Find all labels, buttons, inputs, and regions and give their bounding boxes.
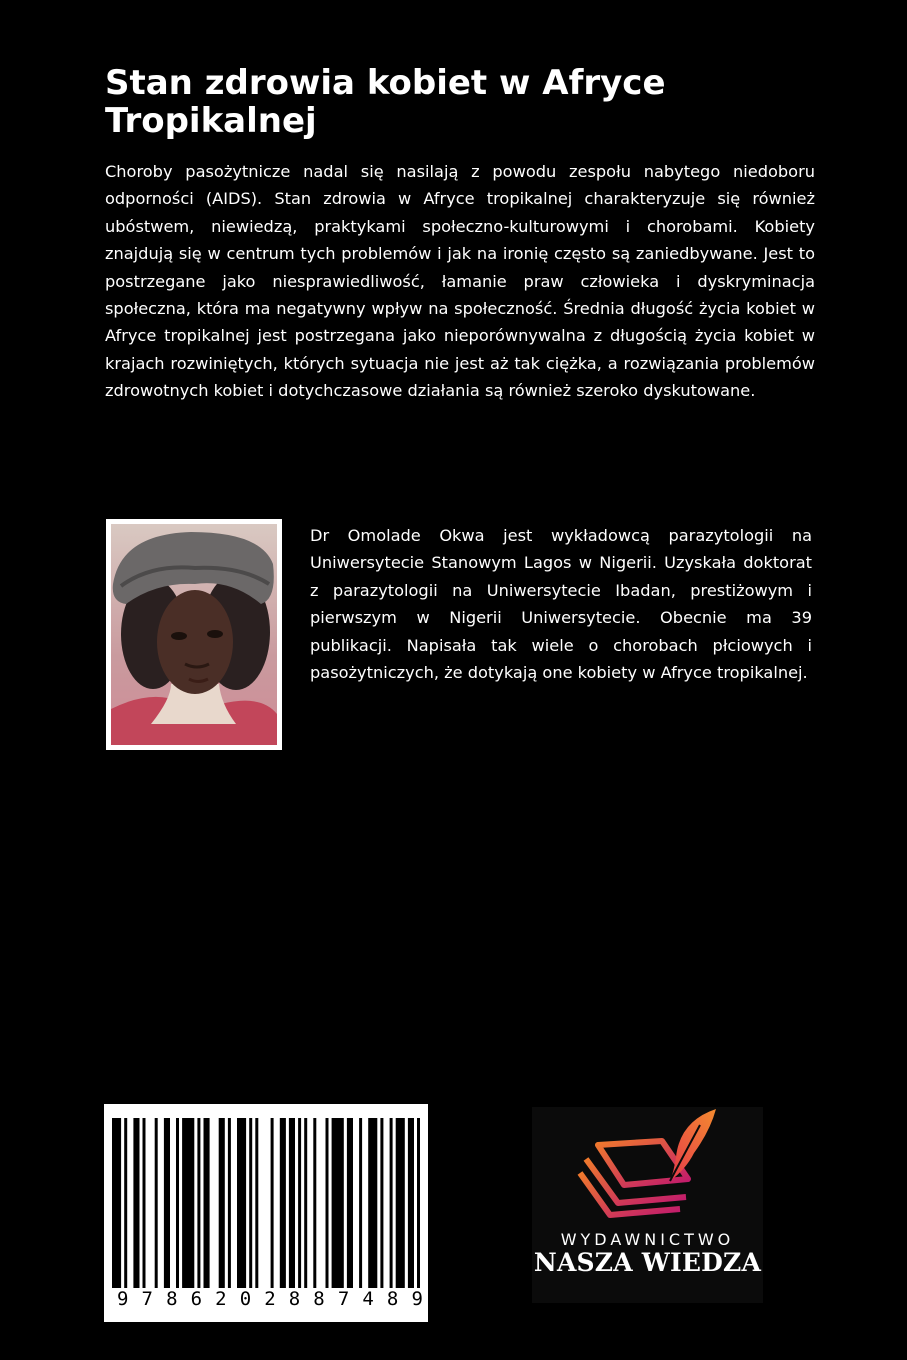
isbn-barcode bbox=[104, 1104, 437, 1322]
author-portrait-image bbox=[111, 524, 277, 745]
book-description: Choroby pasożytnicze nadal się nasilają z powodu zespołu nabytego niedoboru odporności (AIDS). Stan zdrowia w Afryce tropikalnej charakteryzuje się również ubóstwem, niewiedzą, praktykami społeczno-kulturowymi i chorobami. Kobiety znajdują się w centrum tych problemów i jak na ironię często są zaniedbywane. Jest to postrzegane jako niesprawiedliwość, łamanie praw człowieka i dyskryminacja społeczna, która ma negatywny wpływ na społeczność. Średnia długość życia kobiet w Afryce tropikalnej jest postrzegana jako nieporównywalna z długością życia kobiet w krajach rozwiniętych, których sytuacja nie jest aż tak ciężka, a rozwiązania problemów zdrowotnych kobiet i dotychczasowe działania są również szeroko dyskutowane. bbox=[105, 162, 815, 401]
publisher-name-line2: NASZA WIEDZA bbox=[533, 1248, 762, 1277]
book-title: Stan zdrowia kobiet w Afryce Tropikalnej bbox=[105, 63, 666, 141]
publisher-logo bbox=[532, 1107, 763, 1303]
book-quill-icon bbox=[576, 1107, 719, 1225]
author-biography: Dr Omolade Okwa jest wykładowcą parazytologii na Uniwersytecie Stanowym Lagos w Nigerii. Uzyskała doktorat z parazytologii na Uniwersytecie Ibadan, prestiżowym i pierwszym w Nigerii Uniwersytecie. Obecnie ma 39 publikacji. Napisała tak wiele o chorobach płciowych i pasożytniczych, że dotykają one kobiety w Afryce tropikalnej. bbox=[310, 526, 812, 683]
author-photo bbox=[106, 519, 282, 750]
barcode-bars bbox=[112, 1118, 420, 1288]
publisher-name-line1: WYDAWNICTWO bbox=[560, 1230, 735, 1249]
isbn-number: 9786202887489 bbox=[117, 1288, 437, 1310]
